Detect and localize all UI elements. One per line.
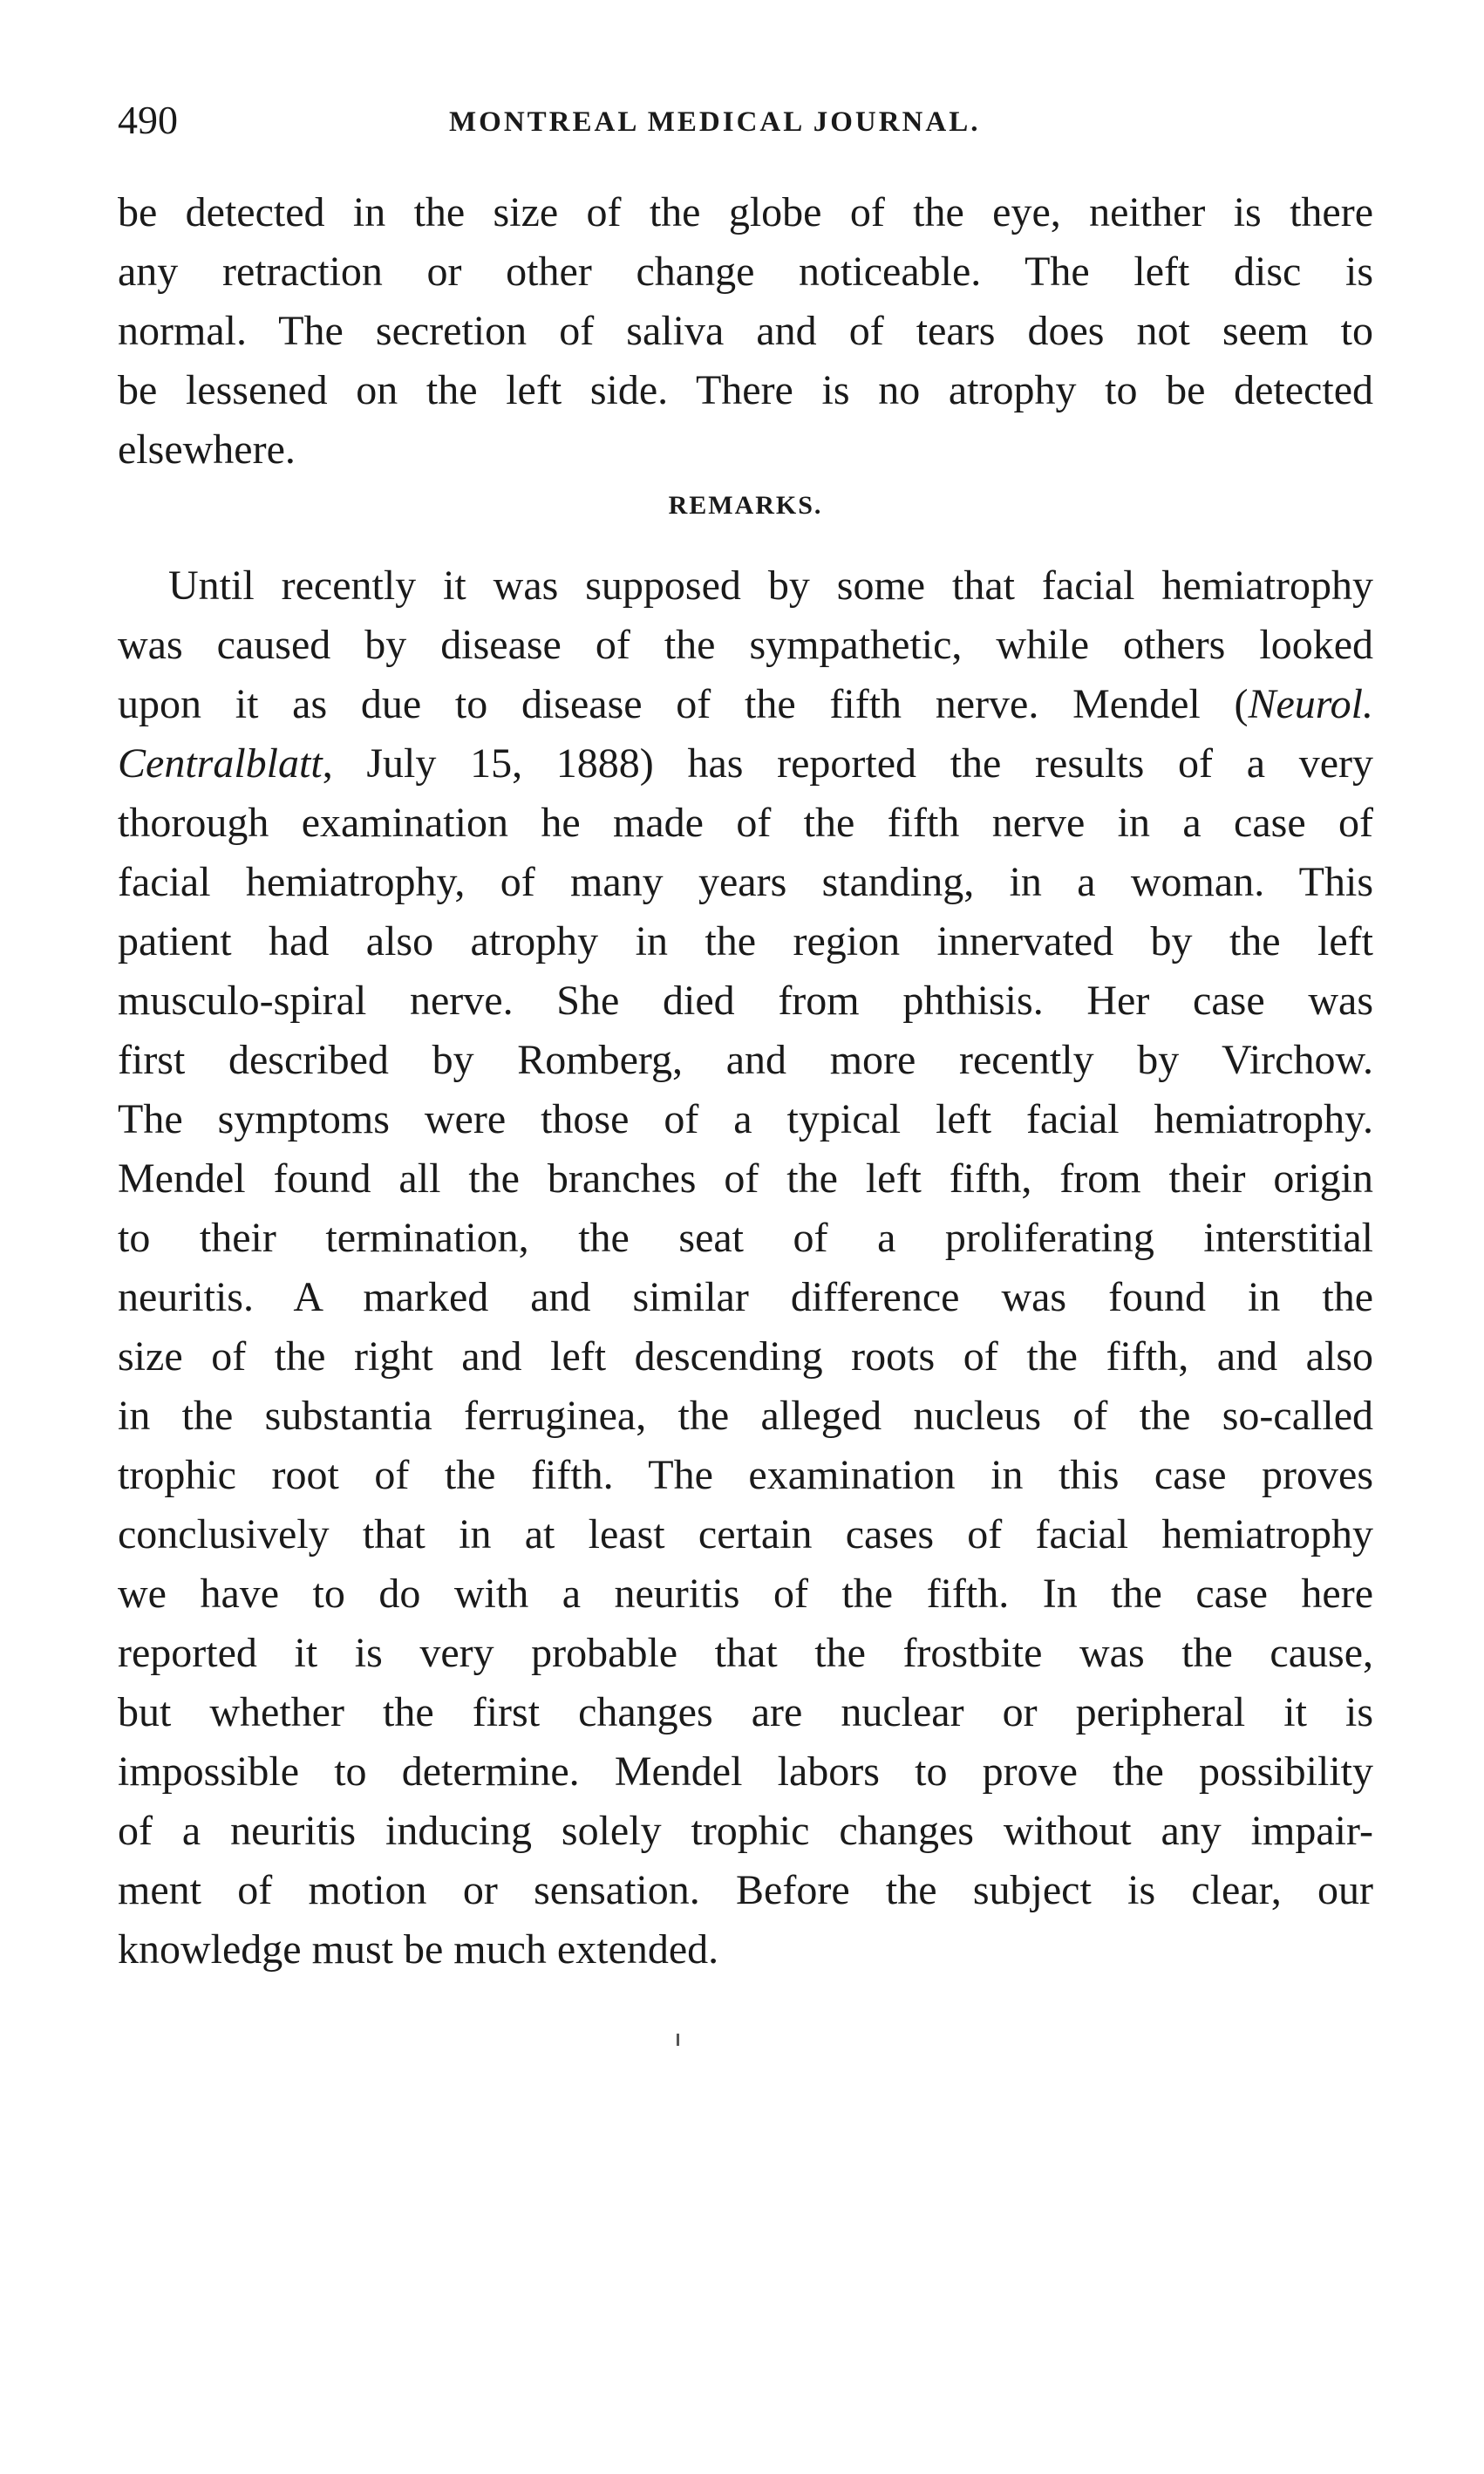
paragraph-line: normal. The secretion of saliva and of tears does not seem to [118, 308, 1373, 354]
paragraph-line: trophic root of the fifth. The examination in this case proves [118, 1452, 1373, 1498]
paragraph-line: be detected in the size of the globe of the eye, neither is there [118, 189, 1373, 235]
paragraph-line-text: upon it as due to disease of the fifth nerve. Mendel ( [118, 681, 1249, 727]
remarks-paragraph [118, 556, 1373, 1980]
paragraph-line: thorough examination he made of the fifth nerve in a case of [118, 800, 1373, 846]
section-heading-remarks: REMARKS. [668, 491, 823, 520]
paragraph-line: musculo-spiral nerve. She died from phthisis. Her case was [118, 978, 1373, 1024]
paragraph-line: neuritis. A marked and similar difference was found in the [118, 1274, 1373, 1320]
journal-title: MONTREAL MEDICAL JOURNAL. [449, 106, 981, 138]
paragraph-line: Mendel found all the branches of the left fifth, from their origin [118, 1155, 1373, 1202]
paragraph-line: was caused by disease of the sympathetic, while others looked [118, 622, 1373, 668]
paragraph-line: to their termination, the seat of a proliferating interstitial [118, 1215, 1373, 1261]
italic-citation-journal: Centralblatt [118, 740, 323, 787]
paragraph-line: knowledge must be much extended. [118, 1926, 719, 1973]
paragraph-line [118, 734, 1373, 794]
paragraph-line: any retraction or other change noticeable. The left disc is [118, 249, 1373, 295]
paragraph-line [118, 675, 1373, 734]
paragraph-line: facial hemiatrophy, of many years standing, in a woman. This [118, 859, 1373, 905]
running-head [118, 94, 1373, 147]
paragraph-line-text: , July 15, 1888) has reported the results of a very [322, 740, 1373, 787]
continued-paragraph [118, 183, 1373, 480]
paragraph-line: patient had also atrophy in the region innervated by the left [118, 918, 1373, 964]
paragraph-line: of a neuritis inducing solely trophic changes without any impair- [118, 1808, 1373, 1854]
paragraph-line: ment of motion or sensation. Before the subject is clear, our [118, 1867, 1373, 1913]
paragraph-line: elsewhere. [118, 426, 296, 473]
page-number: 490 [118, 98, 178, 142]
paragraph-line: Until recently it was supposed by some that facial hemiatrophy [168, 562, 1373, 609]
paragraph-line: but whether the first changes are nuclear or peripheral it is [118, 1689, 1373, 1735]
ink-speck [677, 2034, 679, 2046]
paragraph-line: in the substantia ferruginea, the alleged nucleus of the so-called [118, 1393, 1373, 1439]
paragraph-line: size of the right and left descending roots of the fifth, and also [118, 1333, 1373, 1380]
paragraph-line: The symptoms were those of a typical left facial hemiatrophy. [118, 1096, 1373, 1142]
paragraph-line: be lessened on the left side. There is no atrophy to be detected [118, 367, 1373, 413]
paragraph-line: first described by Romberg, and more recently by Virchow. [118, 1037, 1373, 1083]
paragraph-line: conclusively that in at least certain cases of facial hemiatrophy [118, 1511, 1373, 1557]
paragraph-line: we have to do with a neuritis of the fifth. In the case here [118, 1571, 1373, 1617]
paragraph-line: reported it is very probable that the frostbite was the cause, [118, 1630, 1373, 1676]
italic-citation-journal: Neurol. [1248, 681, 1373, 727]
paragraph-line: impossible to determine. Mendel labors to prove the possibility [118, 1748, 1373, 1795]
